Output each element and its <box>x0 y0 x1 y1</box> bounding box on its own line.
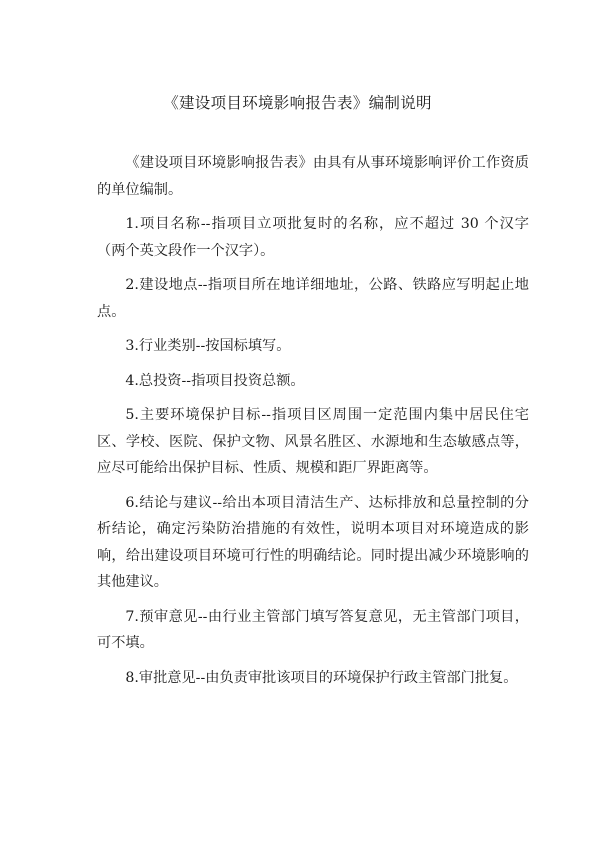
item-approval: 8.审批意见--由负责审批该项目的环境保护行政主管部门批复。 <box>125 669 518 686</box>
item-pre-review: 7.预审意见--由行业主管部门填写答复意见，无主管部门项目，可不填。 <box>97 608 529 651</box>
item-industry-category: 3.行业类别--按国标填写。 <box>125 338 291 354</box>
item-total-investment: 4.总投资--指项目投资总额。 <box>125 372 305 389</box>
item-protection-targets: 5.主要环境保护目标--指项目区周围一定范围内集中居民住宅区、学校、医院、保护文物、风景名胜区、水源地和生态敏感点等，应尽可能给出保护目标、性质、规模和距厂界距离等。 <box>97 407 529 476</box>
document-title: 《建设项目环境影响报告表》编制说明 <box>163 94 432 112</box>
item-conclusions: 6.结论与建议--给出本项目清洁生产、达标排放和总量控制的分析结论，确定污染防治措施的有效性，说明本项目对环境造成的影响，给出建设项目环境可行性的明确结论。同时提出减少环境影响的其他建议。 <box>97 494 529 590</box>
intro-paragraph: 《建设项目环境影响报告表》由具有从事环境影响评价工作资质的单位编制。 <box>97 155 529 198</box>
item-construction-site: 2.建设地点--指项目所在地详细地址，公路、铁路应写明起止地点。 <box>97 277 529 320</box>
item-project-name: 1.项目名称--指项目立项批复时的名称，应不超过 30 个汉字（两个英文段作一个汉字）。 <box>97 216 529 259</box>
document-body <box>97 150 529 699</box>
